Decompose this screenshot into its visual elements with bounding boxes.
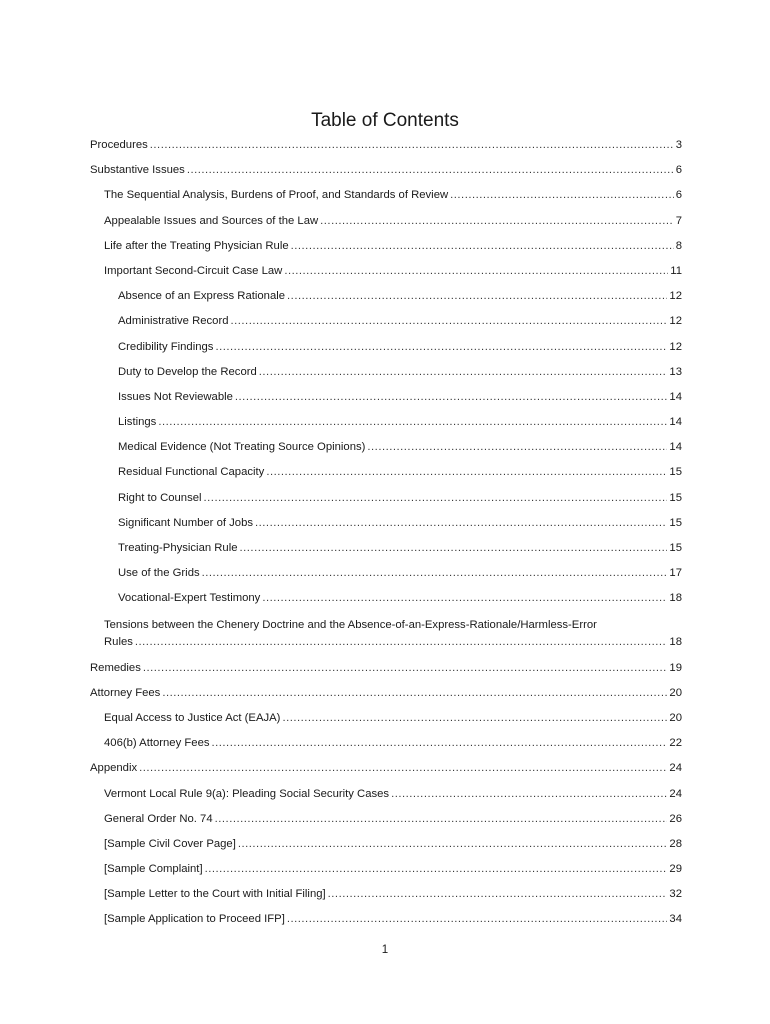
dot-leader (238, 837, 668, 851)
toc-entry-page: 3 (675, 139, 682, 151)
dot-leader (328, 887, 668, 901)
toc-entry[interactable] (90, 186, 682, 211)
toc-section-after (90, 659, 682, 936)
toc-entry[interactable] (90, 363, 682, 388)
dot-leader (282, 711, 667, 725)
dot-leader (259, 365, 668, 379)
dot-leader (262, 591, 667, 605)
toc-entry-page: 6 (675, 189, 682, 202)
dot-leader (255, 516, 667, 530)
toc-entry-label: Duty to Develop the Record (118, 365, 257, 378)
page-title: Table of Contents (311, 110, 459, 131)
toc-entry-label: General Order No. 74 (104, 812, 213, 825)
toc-entry-label: Procedures (90, 139, 148, 151)
toc-entry[interactable] (90, 684, 682, 709)
toc-entry[interactable] (90, 759, 682, 784)
toc-entry-page: 32 (669, 888, 682, 901)
dot-leader (287, 912, 668, 926)
toc-entry-label: Issues Not Reviewable (118, 390, 233, 403)
toc-entry[interactable] (90, 514, 682, 539)
toc-entry-page: 24 (669, 787, 682, 800)
dot-leader (240, 541, 668, 555)
toc-entry-page: 11 (670, 264, 682, 277)
toc-entry[interactable] (90, 237, 682, 262)
toc-entry-page: 15 (669, 542, 682, 554)
toc-entry-page: 7 (675, 214, 682, 227)
toc-entry-label: Absence of an Express Rationale (118, 290, 286, 303)
toc-entry-page: 12 (669, 340, 682, 353)
toc-entry-label: 406(b) Attorney Fees (104, 737, 210, 750)
toc-entry-page: 15 (669, 491, 682, 504)
toc-entry-label: Life after the Treating Physician Rule (104, 239, 289, 252)
toc-entry[interactable] (90, 287, 682, 312)
dot-leader (266, 465, 667, 479)
toc-entry[interactable] (90, 413, 682, 438)
dot-leader (150, 138, 674, 152)
toc-entry-label: Listings (118, 416, 157, 429)
toc-entry-label: Important Second-Circuit Case Law (104, 264, 283, 277)
toc-entry-label: Appendix (90, 762, 138, 775)
toc-entry[interactable] (90, 860, 682, 885)
dot-leader (205, 862, 668, 876)
dot-leader (143, 661, 668, 675)
dot-leader (187, 163, 674, 177)
toc-entry-page: 17 (669, 567, 682, 580)
toc-entry-label: Vocational-Expert Testimony (118, 592, 261, 605)
toc-entry-label: Use of the Grids (118, 567, 200, 580)
toc-entry-label: Credibility Findings (118, 340, 214, 353)
dot-leader (287, 289, 667, 303)
toc-entry[interactable] (90, 438, 682, 463)
toc-entry-page: 12 (669, 290, 682, 303)
toc-entry-label: Vermont Local Rule 9(a): Pleading Social Security Cases (104, 787, 390, 800)
toc-entry[interactable] (90, 589, 682, 614)
toc-entry[interactable] (90, 659, 682, 684)
toc-entry-line2 (104, 634, 682, 651)
toc-entry[interactable] (90, 564, 682, 589)
toc-entry-label: Treating-Physician Rule (118, 542, 238, 554)
toc-entry-page: 29 (669, 863, 682, 876)
toc-entry[interactable] (90, 388, 682, 413)
toc-entry[interactable] (90, 262, 682, 287)
page-number: 1 (381, 944, 389, 956)
dot-leader (215, 812, 668, 826)
toc-entry-label: Residual Functional Capacity (118, 466, 265, 479)
toc-entry-page: 8 (675, 239, 682, 252)
dot-leader (367, 440, 667, 454)
toc-entry-label: [Sample Civil Cover Page] (104, 837, 236, 850)
toc-entry[interactable] (90, 835, 682, 860)
toc-entry-label: Medical Evidence (Not Treating Source Opinions) (118, 441, 366, 454)
dot-leader (231, 314, 668, 328)
toc-entry-page: 20 (669, 686, 682, 699)
toc-entry[interactable] (90, 136, 682, 161)
toc-entry[interactable] (90, 709, 682, 734)
dot-leader (135, 634, 668, 651)
toc-entry-page: 18 (669, 592, 682, 605)
toc-entry-label: Attorney Fees (90, 686, 161, 699)
toc-entry-label: [Sample Complaint] (104, 863, 203, 876)
toc-entry-page: 28 (669, 837, 682, 850)
toc-entry-page: 12 (669, 315, 682, 328)
dot-leader (450, 188, 674, 202)
toc-entry-wrapped[interactable] (90, 615, 682, 659)
toc-entry[interactable] (90, 489, 682, 514)
dot-leader (202, 566, 668, 580)
toc-entry-page: 22 (669, 737, 682, 750)
dot-leader (284, 264, 668, 278)
toc-entry[interactable] (90, 810, 682, 835)
toc-entry-page: 15 (669, 466, 682, 479)
toc-entry-page: 18 (669, 635, 682, 648)
toc-entry-page: 14 (669, 416, 682, 429)
dot-leader (139, 761, 667, 775)
toc-entry[interactable] (90, 910, 682, 935)
toc-entry[interactable] (90, 539, 682, 564)
toc-entry-label: Administrative Record (118, 315, 229, 328)
toc-entry-page: 14 (669, 441, 682, 454)
toc-entry-label-line2: Rules (104, 635, 133, 648)
toc-entry-label: Equal Access to Justice Act (EAJA) (104, 711, 281, 724)
toc-entry-page: 14 (669, 390, 682, 403)
dot-leader (235, 390, 668, 404)
toc-entry[interactable] (90, 785, 682, 810)
toc-entry-page: 20 (669, 711, 682, 724)
toc-entry-page: 19 (669, 661, 682, 674)
toc-entry[interactable] (90, 463, 682, 488)
toc-entry[interactable] (90, 312, 682, 337)
toc-entry-label: Significant Number of Jobs (118, 516, 254, 529)
dot-leader (204, 491, 668, 505)
dot-leader (215, 340, 667, 354)
table-of-contents (90, 136, 682, 936)
dot-leader (391, 787, 667, 801)
dot-leader (320, 214, 674, 228)
toc-entry-label: [Sample Letter to the Court with Initial Filing] (104, 888, 326, 901)
toc-entry-label: Right to Counsel (118, 491, 202, 504)
toc-entry[interactable] (90, 734, 682, 759)
toc-entry-label-line1: Tensions between the Chenery Doctrine and the Absence-of-an-Express-Rationale/Harmless-Error (104, 618, 597, 631)
toc-entry-page: 6 (675, 164, 682, 177)
toc-entry-page: 13 (669, 365, 682, 378)
toc-entry-page: 15 (669, 516, 682, 529)
toc-entry-label: Appealable Issues and Sources of the Law (104, 214, 319, 227)
dot-leader (158, 415, 667, 429)
toc-section-before (90, 136, 682, 615)
toc-entry[interactable] (90, 212, 682, 237)
toc-entry[interactable] (90, 161, 682, 186)
dot-leader (212, 736, 668, 750)
dot-leader (162, 686, 667, 700)
toc-entry-label: Substantive Issues (90, 164, 185, 177)
toc-entry[interactable] (90, 338, 682, 363)
toc-entry-page: 26 (669, 812, 682, 825)
toc-entry-label: [Sample Application to Proceed IFP] (104, 913, 285, 926)
toc-entry-label: Remedies (90, 661, 141, 674)
toc-entry-label: The Sequential Analysis, Burdens of Proof, and Standards of Review (104, 189, 449, 202)
toc-entry[interactable] (90, 885, 682, 910)
toc-entry-page: 24 (669, 762, 682, 775)
toc-entry-page: 34 (669, 913, 682, 926)
dot-leader (291, 239, 674, 253)
